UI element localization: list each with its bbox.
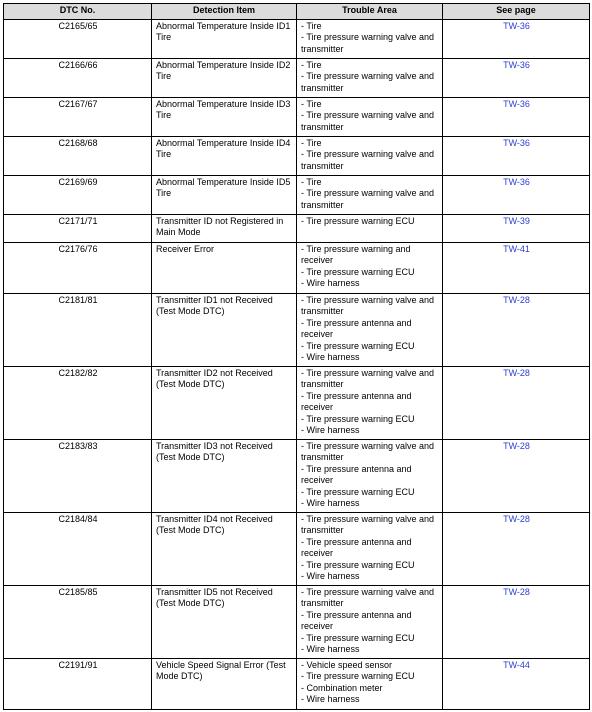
see-page-link[interactable]: TW-28 <box>503 368 530 378</box>
table-row <box>4 513 590 586</box>
table-row <box>4 98 590 137</box>
see-page-cell <box>443 137 590 176</box>
table-row <box>4 294 590 367</box>
trouble-area-item: - Tire pressure warning valve and transmitter <box>301 514 435 536</box>
detection-item-cell: Abnormal Temperature Inside ID4 Tire <box>152 137 297 176</box>
trouble-area-item: - Tire <box>301 60 322 70</box>
trouble-area-item: - Tire <box>301 99 322 109</box>
dtc-code-cell: C2182/82 <box>4 367 152 440</box>
detection-item-cell: Vehicle Speed Signal Error (Test Mode DTC) <box>152 659 297 710</box>
trouble-area-cell <box>297 98 443 137</box>
see-page-link[interactable]: TW-28 <box>503 295 530 305</box>
detection-item-cell: Abnormal Temperature Inside ID3 Tire <box>152 98 297 137</box>
see-page-cell <box>443 243 590 294</box>
see-page-link[interactable]: TW-39 <box>503 216 530 226</box>
trouble-area-item: - Tire pressure warning valve and transmitter <box>301 587 435 609</box>
see-page-cell <box>443 215 590 243</box>
table-row <box>4 59 590 98</box>
trouble-area-cell <box>297 440 443 513</box>
see-page-link[interactable]: TW-36 <box>503 99 530 109</box>
detection-item-cell: Abnormal Temperature Inside ID5 Tire <box>152 176 297 215</box>
dtc-code-cell: C2171/71 <box>4 215 152 243</box>
header-dtc-no: DTC No. <box>4 4 152 20</box>
trouble-area-item: - Tire pressure warning ECU <box>301 559 415 570</box>
trouble-area-item: - Tire <box>301 21 322 31</box>
see-page-cell <box>443 586 590 659</box>
trouble-area-cell <box>297 586 443 659</box>
table-row <box>4 137 590 176</box>
trouble-area-item: - Tire pressure warning valve and transmitter <box>301 149 435 171</box>
dtc-code-cell: C2181/81 <box>4 294 152 367</box>
trouble-area-item: - Tire pressure warning valve and transmitter <box>301 295 435 317</box>
header-trouble-area: Trouble Area <box>297 4 443 20</box>
see-page-link[interactable]: TW-36 <box>503 60 530 70</box>
trouble-area-item: - Tire pressure warning ECU <box>301 413 415 424</box>
table-body <box>4 20 590 710</box>
detection-item-cell: Transmitter ID2 not Received (Test Mode DTC) <box>152 367 297 440</box>
trouble-area-item: - Tire pressure antenna and receiver <box>301 609 412 632</box>
trouble-area-item: - Tire pressure antenna and receiver <box>301 536 412 559</box>
trouble-area-item: - Wire harness <box>301 498 360 509</box>
trouble-area-cell <box>297 367 443 440</box>
trouble-area-item: - Tire <box>301 177 322 187</box>
trouble-area-item: - Tire pressure warning valve and transmitter <box>301 188 435 210</box>
trouble-area-cell <box>297 659 443 710</box>
trouble-area-item: - Wire harness <box>301 694 360 705</box>
trouble-area-cell <box>297 176 443 215</box>
trouble-area-item: - Tire pressure antenna and receiver <box>301 463 412 486</box>
trouble-area-item: - Tire pressure warning ECU <box>301 671 415 682</box>
see-page-link[interactable]: TW-36 <box>503 138 530 148</box>
trouble-area-item: - Tire pressure warning valve and transmitter <box>301 441 435 463</box>
see-page-cell <box>443 513 590 586</box>
trouble-area-item: - Tire pressure warning and receiver <box>301 244 411 266</box>
trouble-area-cell <box>297 20 443 59</box>
see-page-link[interactable]: TW-44 <box>503 660 530 670</box>
dtc-code-cell: C2166/66 <box>4 59 152 98</box>
trouble-area-item: - Wire harness <box>301 571 360 582</box>
dtc-code-cell: C2191/91 <box>4 659 152 710</box>
see-page-cell <box>443 367 590 440</box>
dtc-code-cell: C2176/76 <box>4 243 152 294</box>
trouble-area-cell <box>297 215 443 243</box>
detection-item-cell: Transmitter ID not Registered in Main Mode <box>152 215 297 243</box>
trouble-area-item: - Tire <box>301 138 322 148</box>
dtc-code-cell: C2168/68 <box>4 137 152 176</box>
see-page-cell <box>443 176 590 215</box>
table-row <box>4 243 590 294</box>
see-page-link[interactable]: TW-28 <box>503 514 530 524</box>
trouble-area-cell <box>297 513 443 586</box>
header-detection-item: Detection Item <box>152 4 297 20</box>
see-page-cell <box>443 294 590 367</box>
trouble-area-item: - Tire pressure warning valve and transmitter <box>301 110 435 132</box>
trouble-area-item: - Vehicle speed sensor <box>301 660 393 670</box>
detection-item-cell: Abnormal Temperature Inside ID1 Tire <box>152 20 297 59</box>
see-page-link[interactable]: TW-28 <box>503 587 530 597</box>
header-row <box>4 4 590 20</box>
trouble-area-item: - Tire pressure warning ECU <box>301 266 415 277</box>
trouble-area-cell <box>297 59 443 98</box>
trouble-area-cell <box>297 243 443 294</box>
detection-item-cell: Transmitter ID1 not Received (Test Mode DTC) <box>152 294 297 367</box>
see-page-link[interactable]: TW-36 <box>503 177 530 187</box>
dtc-code-cell: C2184/84 <box>4 513 152 586</box>
table-row <box>4 176 590 215</box>
trouble-area-item: - Tire pressure warning valve and transmitter <box>301 71 435 93</box>
table-row <box>4 367 590 440</box>
trouble-area-item: - Wire harness <box>301 425 360 436</box>
trouble-area-item: - Wire harness <box>301 644 360 655</box>
trouble-area-item: - Wire harness <box>301 352 360 363</box>
see-page-link[interactable]: TW-41 <box>503 244 530 254</box>
table-row <box>4 440 590 513</box>
dtc-table <box>3 3 590 710</box>
table-row <box>4 20 590 59</box>
header-see-page: See page <box>443 4 590 20</box>
see-page-link[interactable]: TW-36 <box>503 21 530 31</box>
see-page-link[interactable]: TW-28 <box>503 441 530 451</box>
see-page-cell <box>443 59 590 98</box>
see-page-cell <box>443 20 590 59</box>
see-page-cell <box>443 440 590 513</box>
dtc-code-cell: C2167/67 <box>4 98 152 137</box>
detection-item-cell: Abnormal Temperature Inside ID2 Tire <box>152 59 297 98</box>
table-row <box>4 659 590 710</box>
detection-item-cell: Receiver Error <box>152 243 297 294</box>
detection-item-cell: Transmitter ID4 not Received (Test Mode DTC) <box>152 513 297 586</box>
trouble-area-item: - Tire pressure antenna and receiver <box>301 317 412 340</box>
detection-item-cell: Transmitter ID3 not Received (Test Mode DTC) <box>152 440 297 513</box>
table-row <box>4 215 590 243</box>
detection-item-cell: Transmitter ID5 not Received (Test Mode DTC) <box>152 586 297 659</box>
trouble-area-item: - Tire pressure warning valve and transmitter <box>301 368 435 390</box>
trouble-area-item: - Tire pressure warning ECU <box>301 632 415 643</box>
dtc-code-cell: C2169/69 <box>4 176 152 215</box>
dtc-code-cell: C2165/65 <box>4 20 152 59</box>
table-row <box>4 586 590 659</box>
see-page-cell <box>443 659 590 710</box>
dtc-code-cell: C2183/83 <box>4 440 152 513</box>
trouble-area-item: - Tire pressure warning ECU <box>301 216 415 226</box>
trouble-area-item: - Tire pressure warning valve and transmitter <box>301 32 435 54</box>
trouble-area-cell <box>297 294 443 367</box>
trouble-area-item: - Tire pressure warning ECU <box>301 486 415 497</box>
trouble-area-item: - Tire pressure antenna and receiver <box>301 390 412 413</box>
see-page-cell <box>443 98 590 137</box>
dtc-code-cell: C2185/85 <box>4 586 152 659</box>
trouble-area-item: - Combination meter <box>301 682 383 693</box>
trouble-area-item: - Wire harness <box>301 278 360 289</box>
trouble-area-item: - Tire pressure warning ECU <box>301 340 415 351</box>
trouble-area-cell <box>297 137 443 176</box>
